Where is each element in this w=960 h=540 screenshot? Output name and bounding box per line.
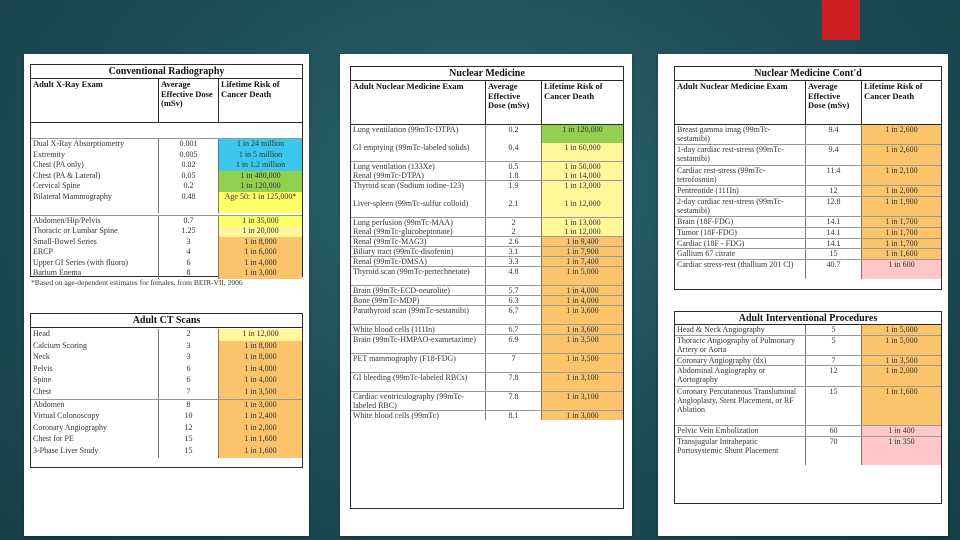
risk-cell: 1 in 600 xyxy=(861,260,941,279)
table-row xyxy=(675,335,941,355)
nuclear-contd-body xyxy=(675,125,941,279)
conventional-radiography-table xyxy=(30,64,303,277)
risk-cell: 1 in 2,100 xyxy=(861,166,941,185)
risk-cell: 1 in 2,600 xyxy=(861,145,941,164)
table-row xyxy=(675,365,941,385)
risk-cell: 1 in 1,700 xyxy=(861,239,941,249)
table-row xyxy=(31,181,302,192)
dose-cell: 40.7 xyxy=(805,260,861,279)
exam-cell: Biliary tract (99mTc-disofenin) xyxy=(353,247,454,256)
nuclear-header-exam: Adult Nuclear Medicine Exam xyxy=(353,81,464,91)
exam-cell: Thyroid scan (Sodium iodine-123) xyxy=(353,181,464,190)
dose-cell: 5 xyxy=(805,336,861,355)
dose-cell: 5 xyxy=(805,325,861,335)
table-row xyxy=(675,238,941,249)
exam-cell: Chest (PA & Lateral) xyxy=(33,170,101,180)
dose-cell: 11.4 xyxy=(805,166,861,185)
exam-cell: Parathyroid scan (99mTc-sestamibi) xyxy=(353,306,469,315)
dose-cell: 7.8 xyxy=(485,392,541,410)
dose-cell: 4.8 xyxy=(485,267,541,285)
exam-cell: Thoracic or Lumbar Spine xyxy=(33,226,118,235)
dose-cell: 12.8 xyxy=(805,197,861,216)
risk-cell: 1 in 3,000 xyxy=(541,411,623,420)
dose-cell: 7.8 xyxy=(485,373,541,391)
dose-cell: 7 xyxy=(485,354,541,372)
dose-cell: 6.7 xyxy=(485,306,541,324)
exam-cell: Coronary Percutaneous Transluminal Angioplasty, Stent Placement, or RF Ablation xyxy=(677,386,797,414)
exam-cell: Cervical Spine xyxy=(33,181,81,190)
dose-cell: 0.4 xyxy=(485,143,541,161)
exam-cell: Extremity xyxy=(33,149,65,159)
table-row xyxy=(31,150,302,161)
middle-page xyxy=(340,54,632,536)
dose-cell: 6.3 xyxy=(485,296,541,305)
conventional-footnote: *Based on age-dependent estimates for females, from BEIR-VII, 2006 xyxy=(31,278,243,287)
exam-cell: 3-Phase Liver Study xyxy=(33,445,99,455)
dose-cell: 1.25 xyxy=(158,226,218,237)
dose-cell: 8.1 xyxy=(485,411,541,420)
table-row xyxy=(31,160,302,171)
table-row xyxy=(675,185,941,196)
risk-cell: 1 in 3,600 xyxy=(541,306,623,324)
dose-cell: 0.001 xyxy=(158,139,218,150)
table-row xyxy=(31,237,302,248)
exam-cell: Abdomen/Hip/Pelvis xyxy=(33,215,101,225)
table-row xyxy=(675,386,941,425)
exam-cell: Calcium Scoring xyxy=(33,340,87,350)
right-page xyxy=(658,54,948,536)
risk-cell: 1 in 2,600 xyxy=(861,125,941,144)
contd-header-exam: Adult Nuclear Medicine Exam xyxy=(677,81,788,91)
risk-cell: 1 in 8,000 xyxy=(218,341,302,353)
table-row xyxy=(31,226,302,237)
dose-cell: 5.7 xyxy=(485,286,541,295)
exam-cell: GI bleeding (99mTc-labeled RBCs) xyxy=(353,373,468,382)
dose-cell: 2 xyxy=(485,227,541,236)
table-row xyxy=(351,334,623,353)
exam-cell: 1-day cardiac rest-stress (99mTc-sestamibi) xyxy=(677,145,784,164)
exam-cell: Pelvic Vein Embolization xyxy=(677,425,759,435)
table-row xyxy=(31,171,302,182)
header-exam: Adult X-Ray Exam xyxy=(33,79,103,89)
dose-cell: 0.005 xyxy=(158,150,218,161)
exam-cell: Pelvis xyxy=(33,363,53,373)
table-row xyxy=(351,266,623,285)
exam-cell: White blood cells (111In) xyxy=(353,325,435,334)
table-row xyxy=(675,125,941,144)
table-row xyxy=(351,217,623,227)
table-row xyxy=(351,324,623,334)
risk-cell: 1 in 12,000 xyxy=(541,227,623,236)
exam-cell: Chest for PE xyxy=(33,434,74,444)
risk-cell: 1 in 1,700 xyxy=(861,217,941,227)
table-row xyxy=(351,143,623,161)
exam-cell: Head xyxy=(33,329,50,338)
dose-cell: 7 xyxy=(805,356,861,366)
risk-cell: 1 in 6,000 xyxy=(218,247,302,258)
table-row xyxy=(351,353,623,372)
risk-cell: 1 in 14,000 xyxy=(541,171,623,180)
table-row xyxy=(351,391,623,410)
exam-cell: PET mammography (F18-FDG) xyxy=(353,354,456,363)
table-row xyxy=(351,180,623,199)
risk-cell: 1 in 24 million xyxy=(218,139,302,150)
exam-cell: Lung perfusion (99mTc-MAA) xyxy=(353,218,453,227)
exam-cell: Spine xyxy=(33,375,52,385)
risk-cell: 1 in 50,000 xyxy=(541,162,623,171)
dose-cell: 2 xyxy=(485,218,541,227)
exam-cell: Dual X-Ray Absorptiometry xyxy=(33,139,125,148)
risk-cell: 1 in 5 million xyxy=(218,150,302,161)
nuclear-contd-title: Nuclear Medicine Cont'd xyxy=(675,67,941,81)
risk-cell: 1 in 120,000 xyxy=(218,181,302,192)
exam-cell: Chest xyxy=(33,386,52,396)
table-row xyxy=(31,329,302,341)
conventional-body xyxy=(31,138,302,279)
risk-cell: 1 in 1,600 xyxy=(861,249,941,259)
exam-cell: Brain (18F-FDG) xyxy=(677,217,734,227)
interventional-table xyxy=(674,311,942,504)
risk-cell: 1 in 9,400 xyxy=(541,237,623,246)
header-dose: Average Effective Dose (mSv) xyxy=(158,79,218,122)
dose-cell: 8 xyxy=(158,400,218,412)
table-row xyxy=(351,410,623,420)
risk-cell: 1 in 1,700 xyxy=(861,228,941,238)
risk-cell: 1 in 4,000 xyxy=(541,296,623,305)
exam-cell: GI emptying (99mTc-labeled solids) xyxy=(353,143,470,152)
risk-cell: 1 in 480,000 xyxy=(218,171,302,182)
exam-cell: Thoracic Angiography of Pulmonary Artery or Aorta xyxy=(677,335,795,354)
dose-cell: 6 xyxy=(158,375,218,387)
ct-title: Adult CT Scans xyxy=(31,314,302,328)
exam-cell: Lung ventilation (99mTc-DTPA) xyxy=(353,125,459,134)
table-row xyxy=(31,399,302,412)
dose-cell: 15 xyxy=(805,249,861,259)
dose-cell: 14.1 xyxy=(805,217,861,227)
table-row xyxy=(675,436,941,466)
table-row xyxy=(31,364,302,376)
dose-cell: 60 xyxy=(805,426,861,436)
exam-cell: Upper GI Series (with fluoro) xyxy=(33,257,129,267)
dose-cell: 10 xyxy=(158,411,218,423)
dose-cell: 12 xyxy=(805,186,861,196)
exam-cell: Abdomen xyxy=(33,399,65,409)
nuclear-header-risk: Lifetime Risk of Cancer Death xyxy=(541,81,623,124)
nuclear-header xyxy=(351,81,623,125)
exam-cell: Tumor (18F-FDG) xyxy=(677,227,737,237)
nuclear-title: Nuclear Medicine xyxy=(351,67,623,81)
table-row xyxy=(31,352,302,364)
exam-cell: Brain (99mTc-ECD-neurolite) xyxy=(353,286,450,295)
table-row xyxy=(31,341,302,353)
table-row xyxy=(675,216,941,227)
table-row xyxy=(351,227,623,236)
table-row xyxy=(351,125,623,143)
dose-cell: 3 xyxy=(158,352,218,364)
risk-cell: 1 in 1.2 million xyxy=(218,160,302,171)
exam-cell: Bone (99mTc-MDP) xyxy=(353,296,420,305)
table-row xyxy=(31,215,302,227)
table-row xyxy=(675,259,941,279)
table-row xyxy=(31,192,302,213)
table-row xyxy=(675,165,941,185)
risk-cell: 1 in 400 xyxy=(861,426,941,436)
risk-cell: 1 in 2,000 xyxy=(861,186,941,196)
table-row xyxy=(351,372,623,391)
accent-tab xyxy=(822,0,860,40)
dose-cell: 9.4 xyxy=(805,125,861,144)
dose-cell: 70 xyxy=(805,437,861,466)
dose-cell: 0.48 xyxy=(158,192,218,213)
risk-cell: 1 in 4,000 xyxy=(541,286,623,295)
table-row xyxy=(31,375,302,387)
table-row xyxy=(351,285,623,295)
exam-cell: 2-day cardiac rest-stress (99mTc-sestamibi) xyxy=(677,196,784,215)
exam-cell: Cardiac (18F - FDG) xyxy=(677,238,745,248)
table-row xyxy=(675,425,941,436)
table-row xyxy=(31,268,302,279)
dose-cell: 4 xyxy=(158,247,218,258)
nuclear-header-dose: Average Effective Dose (mSv) xyxy=(485,81,541,124)
risk-cell: 1 in 3,100 xyxy=(541,392,623,410)
exam-cell: Barium Enema xyxy=(33,268,82,277)
risk-cell: 1 in 3,100 xyxy=(541,373,623,391)
risk-cell: 1 in 13,000 xyxy=(541,218,623,227)
nuclear-contd-table xyxy=(674,66,942,290)
risk-cell: 1 in 5,000 xyxy=(861,325,941,335)
table-row xyxy=(675,355,941,366)
dose-cell: 15 xyxy=(805,387,861,425)
dose-cell: 12 xyxy=(158,423,218,435)
conventional-header xyxy=(31,79,302,123)
risk-cell: Age 50: 1 in 125,000* xyxy=(218,192,302,213)
header-risk: Lifetime Risk of Cancer Death xyxy=(218,79,302,122)
dose-cell: 7 xyxy=(158,387,218,399)
risk-cell: 1 in 4,000 xyxy=(218,258,302,269)
dose-cell: 2.1 xyxy=(485,199,541,217)
risk-cell: 1 in 3,500 xyxy=(541,354,623,372)
exam-cell: Coronary Angiography xyxy=(33,422,107,432)
table-row xyxy=(31,258,302,269)
nuclear-contd-header xyxy=(675,81,941,125)
conventional-title: Conventional Radiography xyxy=(31,65,302,79)
risk-cell: 1 in 5,000 xyxy=(861,336,941,355)
risk-cell: 1 in 7,400 xyxy=(541,257,623,266)
risk-cell: 1 in 8,000 xyxy=(218,352,302,364)
dose-cell: 3.3 xyxy=(485,257,541,266)
table-row xyxy=(31,423,302,435)
risk-cell: 1 in 3,500 xyxy=(218,387,302,399)
exam-cell: Virtual Colonoscopy xyxy=(33,411,100,421)
risk-cell: 1 in 3,000 xyxy=(218,268,302,279)
exam-cell: Chest (PA only) xyxy=(33,160,84,169)
exam-cell: Abdominal Angiography or Aortography xyxy=(677,366,766,385)
dose-cell: 8 xyxy=(158,268,218,279)
risk-cell: 1 in 35,000 xyxy=(218,216,302,227)
exam-cell: Neck xyxy=(33,352,50,362)
table-row xyxy=(351,161,623,171)
risk-cell: 1 in 350 xyxy=(861,437,941,466)
dose-cell: 14.1 xyxy=(805,228,861,238)
risk-cell: 1 in 1,600 xyxy=(218,434,302,446)
exam-cell: Cardiac ventriculography (99mTc-labeled RBC) xyxy=(353,392,464,410)
risk-cell: 1 in 20,000 xyxy=(218,226,302,237)
dose-cell: 0.05 xyxy=(158,171,218,182)
table-row xyxy=(351,236,623,246)
risk-cell: 1 in 3,000 xyxy=(218,400,302,412)
exam-cell: Pentreotide (111In) xyxy=(677,186,739,196)
dose-cell: 6.9 xyxy=(485,335,541,353)
interventional-body xyxy=(675,325,941,465)
risk-cell: 1 in 2,000 xyxy=(861,366,941,385)
exam-cell: Lung ventilation (133Xe) xyxy=(353,162,435,171)
exam-cell: Renal (99mTc-glucoheptonate) xyxy=(353,227,453,236)
dose-cell: 12 xyxy=(805,366,861,385)
exam-cell: Gallium 67 citrate xyxy=(677,249,736,259)
dose-cell: 2.6 xyxy=(485,237,541,246)
risk-cell: 1 in 1,900 xyxy=(861,197,941,216)
risk-cell: 1 in 4,000 xyxy=(218,375,302,387)
exam-cell: Breast gamma imag (99mTc-sestamibi) xyxy=(677,125,771,143)
nuclear-medicine-table xyxy=(350,66,624,509)
risk-cell: 1 in 3,600 xyxy=(541,325,623,334)
exam-cell: Cardiac stress-rest (thallium 201 Cl) xyxy=(677,260,794,269)
table-row xyxy=(31,411,302,423)
table-row xyxy=(675,248,941,259)
exam-cell: Bilateral Mammography xyxy=(33,191,112,201)
exam-cell: ERCP xyxy=(33,247,54,256)
table-row xyxy=(31,446,302,458)
risk-cell: 1 in 4,000 xyxy=(218,364,302,376)
table-row xyxy=(31,387,302,399)
risk-cell: 1 in 120,000 xyxy=(541,125,623,143)
dose-cell: 2 xyxy=(158,329,218,341)
interventional-title: Adult Interventional Procedures xyxy=(675,312,941,325)
dose-cell: 0.7 xyxy=(158,216,218,227)
risk-cell: 1 in 12,000 xyxy=(541,199,623,217)
exam-cell: Renal (99mTc-MAG3) xyxy=(353,237,427,246)
dose-cell: 0.02 xyxy=(158,160,218,171)
risk-cell: 1 in 2,400 xyxy=(218,411,302,423)
table-row xyxy=(351,246,623,256)
dose-cell: 15 xyxy=(158,446,218,458)
risk-cell: 1 in 1,600 xyxy=(218,446,302,458)
dose-cell: 3.1 xyxy=(485,247,541,256)
dose-cell: 0.5 xyxy=(485,162,541,171)
table-row xyxy=(351,171,623,180)
dose-cell: 9.4 xyxy=(805,145,861,164)
exam-cell: Coronary Angiography (dx) xyxy=(677,355,767,365)
dose-cell: 0.2 xyxy=(158,181,218,192)
ct-scans-table xyxy=(30,313,303,468)
contd-header-dose: Average Effective Dose (mSv) xyxy=(805,81,861,124)
table-row xyxy=(31,434,302,446)
table-row xyxy=(675,144,941,164)
nuclear-body xyxy=(351,125,623,420)
exam-cell: Transjugular Intrahepatic Portosystemic Shunt Placement xyxy=(677,436,779,455)
table-row xyxy=(351,199,623,217)
table-row xyxy=(31,138,302,150)
risk-cell: 1 in 3,500 xyxy=(541,335,623,353)
dose-cell: 1.9 xyxy=(485,181,541,199)
risk-cell: 1 in 13,000 xyxy=(541,181,623,199)
risk-cell: 1 in 5,000 xyxy=(541,267,623,285)
exam-cell: Renal (99mTc-DTPA) xyxy=(353,171,424,180)
risk-cell: 1 in 2,000 xyxy=(218,423,302,435)
dose-cell: 3 xyxy=(158,237,218,248)
dose-cell: 6 xyxy=(158,364,218,376)
risk-cell: 1 in 8,000 xyxy=(218,237,302,248)
dose-cell: 1.8 xyxy=(485,171,541,180)
exam-cell: Liver-spleen (99mTc-sulfur colloid) xyxy=(353,199,469,208)
risk-cell: 1 in 60,000 xyxy=(541,143,623,161)
exam-cell: White blood cells (99mTc) xyxy=(353,411,439,420)
ct-body xyxy=(31,328,302,458)
exam-cell: Small-Bowel Series xyxy=(33,236,97,246)
exam-cell: Renal (99mTc-DMSA) xyxy=(353,257,427,266)
table-row xyxy=(675,325,941,335)
contd-header-risk: Lifetime Risk of Cancer Death xyxy=(861,81,941,124)
dose-cell: 15 xyxy=(158,434,218,446)
table-row xyxy=(675,196,941,216)
exam-cell: Thyroid scan (99mTc-pertechnetate) xyxy=(353,267,470,276)
table-row xyxy=(675,227,941,238)
risk-cell: 1 in 7,900 xyxy=(541,247,623,256)
dose-cell: 14.1 xyxy=(805,239,861,249)
table-row xyxy=(31,247,302,258)
exam-cell: Brain (99mTc-HMPAO-exametazime) xyxy=(353,335,476,344)
risk-cell: 1 in 1,600 xyxy=(861,387,941,425)
dose-cell: 0.2 xyxy=(485,125,541,143)
dose-cell: 6.7 xyxy=(485,325,541,334)
left-page xyxy=(24,54,309,536)
table-row xyxy=(351,256,623,266)
risk-cell: 1 in 12,000 xyxy=(218,329,302,341)
risk-cell: 1 in 3,500 xyxy=(861,356,941,366)
dose-cell: 6 xyxy=(158,258,218,269)
table-row xyxy=(351,305,623,324)
exam-cell: Head & Neck Angiography xyxy=(677,325,765,334)
exam-cell: Cardiac rest-stress (99mTc-tetrofosmin) xyxy=(677,165,766,184)
table-row xyxy=(351,295,623,305)
dose-cell: 3 xyxy=(158,341,218,353)
